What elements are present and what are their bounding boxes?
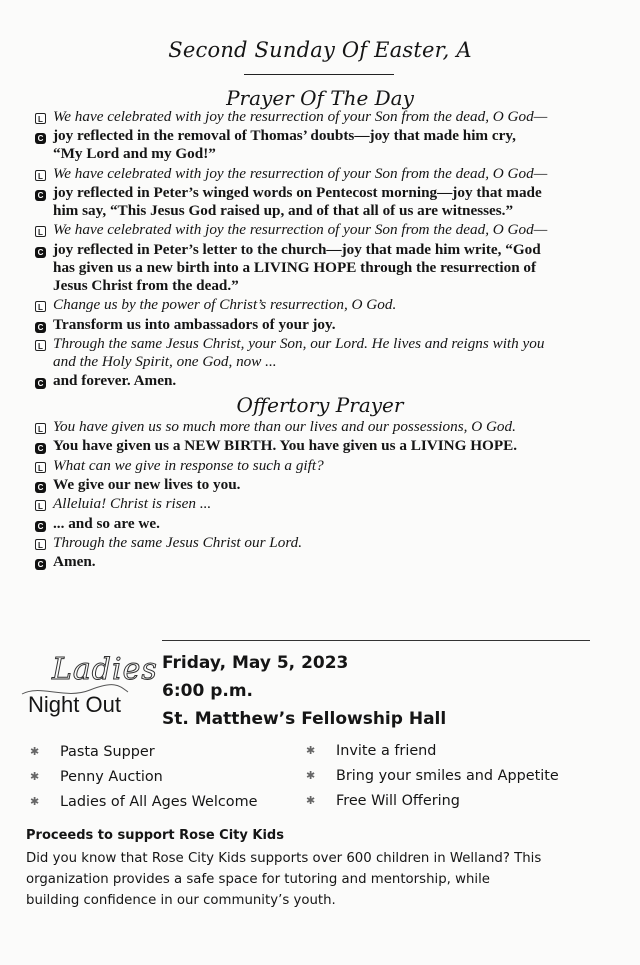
prayer-leader-line bbox=[35, 221, 630, 239]
offertory-congregation-line bbox=[35, 476, 630, 494]
leader-marker-icon: L bbox=[35, 423, 46, 434]
response-text: joy reflected in Peter’s winged words on Pentecost morning—joy that made bbox=[53, 184, 542, 201]
asterisk-bullet-icon: ✱ bbox=[306, 744, 316, 757]
congregation-marker-icon: C bbox=[35, 322, 46, 333]
response-text: Through the same Jesus Christ, your Son, our Lord. He lives and reigns with you bbox=[53, 334, 545, 352]
event-bullet-text: Pasta Supper bbox=[60, 744, 155, 760]
response-text: We have celebrated with joy the resurrection of your Son from the dead, O God— bbox=[53, 108, 548, 125]
response-text: “My Lord and my God!” bbox=[53, 145, 216, 163]
response-text: Alleluia! Christ is risen ... bbox=[53, 495, 212, 513]
congregation-marker-icon: C bbox=[35, 190, 46, 201]
response-text: has given us a new birth into a LIVING HOPE through the resurrection of bbox=[53, 258, 537, 276]
event-bullet-item bbox=[306, 792, 460, 810]
event-bullet-text: Invite a friend bbox=[336, 743, 437, 759]
leader-marker-icon: L bbox=[35, 340, 46, 351]
response-text: We have celebrated with joy the resurrection of your Son from the dead, O God— bbox=[53, 221, 548, 239]
congregation-marker-icon: C bbox=[35, 443, 46, 454]
offertory-leader-line bbox=[35, 457, 630, 475]
asterisk-bullet-icon: ✱ bbox=[30, 795, 40, 808]
offertory-congregation-line bbox=[35, 515, 630, 533]
response-text: Change us by the power of Christ’s resurrection, O God. bbox=[53, 296, 397, 314]
asterisk-bullet-icon: ✱ bbox=[306, 794, 316, 807]
prayer-congregation-line bbox=[35, 241, 630, 295]
event-date: Friday, May 5, 2023 bbox=[162, 653, 349, 673]
event-bullet-item bbox=[30, 743, 155, 761]
response-text: and the Holy Spirit, one God, now ... bbox=[53, 352, 277, 370]
proceeds-body bbox=[26, 848, 626, 911]
proceeds-heading: Proceeds to support Rose City Kids bbox=[26, 828, 284, 843]
response-text: Amen. bbox=[53, 553, 96, 571]
leader-marker-icon: L bbox=[35, 462, 46, 473]
offertory-leader-line bbox=[35, 534, 630, 552]
event-bullet-item bbox=[306, 742, 436, 760]
asterisk-bullet-icon: ✱ bbox=[30, 745, 40, 758]
proceeds-line: building confidence in our community’s youth. bbox=[26, 893, 336, 908]
leader-marker-icon: L bbox=[35, 113, 46, 124]
congregation-marker-icon: C bbox=[35, 482, 46, 493]
response-text: We give our new lives to you. bbox=[53, 475, 241, 493]
page-title: Second Sunday Of Easter, A bbox=[168, 38, 472, 62]
response-text: ... and so are we. bbox=[53, 514, 160, 532]
response-text: You have given us a NEW BIRTH. You have given us a LIVING HOPE. bbox=[53, 437, 518, 455]
offertory-prayer-heading: Offertory Prayer bbox=[236, 393, 404, 417]
prayer-congregation-line bbox=[35, 127, 630, 163]
event-bullet-item bbox=[306, 767, 559, 785]
logo-script-text: Ladies bbox=[52, 652, 158, 687]
congregation-marker-icon: C bbox=[35, 133, 46, 144]
prayer-congregation-line bbox=[35, 372, 630, 390]
event-bullet-item bbox=[30, 793, 257, 811]
congregation-marker-icon: C bbox=[35, 378, 46, 389]
offertory-leader-line bbox=[35, 418, 630, 436]
prayer-leader-line bbox=[35, 165, 630, 183]
offertory-congregation-line bbox=[35, 437, 630, 455]
response-text: and forever. Amen. bbox=[53, 372, 177, 390]
congregation-marker-icon: C bbox=[35, 521, 46, 532]
response-text: What can we give in response to such a gift? bbox=[53, 456, 324, 474]
response-text: Transform us into ambassadors of your joy. bbox=[53, 315, 336, 333]
ladies-night-out-logo bbox=[20, 652, 160, 724]
prayer-of-the-day-heading: Prayer Of The Day bbox=[226, 86, 414, 110]
proceeds-line: organization provides a safe space for tutoring and mentorship, while bbox=[26, 872, 490, 887]
leader-marker-icon: L bbox=[35, 301, 46, 312]
response-text: joy reflected in the removal of Thomas’ doubts—joy that made him cry, bbox=[53, 127, 516, 145]
congregation-marker-icon: C bbox=[35, 247, 46, 258]
leader-marker-icon: L bbox=[35, 226, 46, 237]
event-bullet-text: Ladies of All Ages Welcome bbox=[60, 794, 258, 810]
response-text: We have celebrated with joy the resurrection of your Son from the dead, O God— bbox=[53, 164, 548, 182]
response-text: Jesus Christ from the dead.” bbox=[53, 276, 239, 294]
offertory-congregation-line bbox=[35, 553, 630, 571]
prayer-leader-line bbox=[35, 335, 630, 371]
response-text: You have given us so much more than our lives and our possessions, O God. bbox=[53, 418, 516, 435]
event-bullet-text: Bring your smiles and Appetite bbox=[336, 768, 559, 784]
event-divider bbox=[162, 640, 590, 641]
asterisk-bullet-icon: ✱ bbox=[30, 770, 40, 783]
response-text: Through the same Jesus Christ our Lord. bbox=[53, 533, 303, 551]
congregation-marker-icon: C bbox=[35, 559, 46, 570]
leader-marker-icon: L bbox=[35, 500, 46, 511]
response-text: him say, “This Jesus God raised up, and of that all of us are witnesses.” bbox=[53, 202, 514, 219]
event-bullet-text: Free Will Offering bbox=[336, 793, 460, 809]
leader-marker-icon: L bbox=[35, 170, 46, 181]
asterisk-bullet-icon: ✱ bbox=[306, 769, 316, 782]
proceeds-line: Did you know that Rose City Kids supports over 600 children in Welland? This bbox=[26, 851, 542, 866]
prayer-congregation-line bbox=[35, 184, 630, 220]
prayer-leader-line bbox=[35, 108, 630, 126]
offertory-leader-line bbox=[35, 495, 630, 513]
leader-marker-icon: L bbox=[35, 539, 46, 550]
title-divider bbox=[244, 74, 394, 75]
response-text: joy reflected in Peter’s letter to the church—joy that made him write, “God bbox=[53, 240, 541, 258]
prayer-leader-line bbox=[35, 296, 630, 314]
prayer-congregation-line bbox=[35, 316, 630, 334]
logo-subtitle: Night Out bbox=[28, 692, 121, 717]
event-location: St. Matthew’s Fellowship Hall bbox=[162, 709, 447, 729]
event-bullet-text: Penny Auction bbox=[60, 769, 163, 785]
event-bullet-item bbox=[30, 768, 163, 786]
event-time: 6:00 p.m. bbox=[162, 681, 254, 701]
